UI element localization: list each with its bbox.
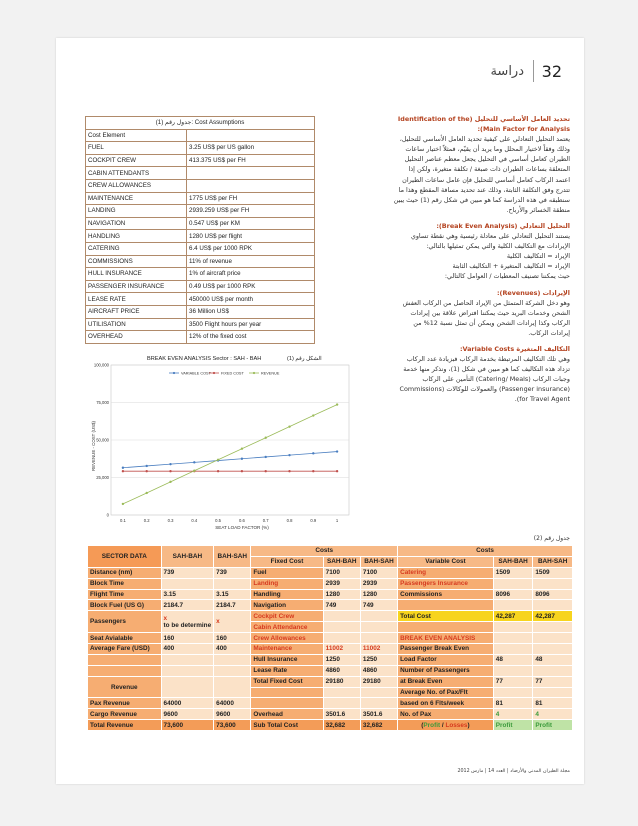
table-cell: 73,600 [161, 720, 214, 731]
data-point [217, 459, 219, 461]
table-row [88, 600, 573, 611]
cost-value-cell: 450000 US$ per month [187, 293, 315, 306]
data-point [265, 437, 267, 439]
pl-open-text: ( [421, 721, 424, 729]
table-cell: 9600 [161, 709, 214, 720]
table-cell: x [214, 611, 251, 633]
data-point [122, 470, 124, 472]
table-cell [251, 687, 323, 698]
table-cell: 739 [161, 567, 214, 578]
data-point [122, 467, 124, 469]
table-cell [360, 622, 397, 633]
table-cell [214, 665, 251, 676]
table-row [88, 633, 573, 644]
x-tick-label: 0.3 [167, 518, 174, 523]
cost-row [86, 217, 315, 230]
table-cell: 7100 [323, 567, 360, 578]
cost-row [86, 142, 315, 155]
table-cell: 81 [493, 698, 533, 709]
table-cell: Cockpit Crew [251, 611, 323, 622]
table-cell [360, 611, 397, 622]
table-cell: 4860 [360, 665, 397, 676]
profit-losses-label [398, 720, 494, 731]
table-cell: 1250 [323, 654, 360, 665]
table-cell: 42,287 [533, 611, 573, 622]
cost-element-cell: FUEL [86, 142, 187, 155]
table-row [88, 589, 573, 600]
data-point [336, 470, 338, 472]
table-cell [533, 578, 573, 589]
table-row [88, 720, 573, 731]
data-point [336, 403, 338, 405]
table-cell [533, 665, 573, 676]
y-tick-label: 25,000 [96, 475, 109, 481]
cost-value-cell: 413.375 US$ per FH [187, 154, 315, 167]
table-cell: Fuel [251, 567, 323, 578]
table-cell [88, 654, 162, 665]
data-point [288, 454, 290, 456]
header-bah-sah-2: BAH-SAH [360, 556, 397, 567]
table-cell [533, 687, 573, 698]
cost-value-cell: 1% of aircraft price [187, 268, 315, 281]
table-cell: BREAK EVEN ANALYSIS [398, 633, 494, 644]
table-cell [323, 633, 360, 644]
table-cell: Distance (nm) [88, 567, 162, 578]
header-bah-sah-1: BAH-SAH [214, 546, 251, 568]
chart-svg [87, 351, 352, 533]
cost-element-cell: CREW ALLOWANCES [86, 179, 187, 192]
table-cell: 48 [533, 654, 573, 665]
table-cell: Sub Total Cost [251, 720, 323, 731]
cost-row [86, 154, 315, 167]
table-row [88, 665, 573, 676]
table-cell: 42,287 [493, 611, 533, 622]
table-cell: 160 [214, 633, 251, 644]
table-cell: Seat Avialable [88, 633, 162, 644]
table-cell: Average Fare (USD) [88, 644, 162, 655]
table-cell: Profit [533, 720, 573, 731]
cost-value-cell: 2939.259 US$ per FH [187, 205, 315, 218]
table-cell [493, 665, 533, 676]
table-2-caption: جدول رقم (2) [533, 535, 570, 542]
cost-table-caption: جدول رقم (1): Cost Assumptions [86, 117, 315, 130]
data-point [146, 465, 148, 467]
cost-row [86, 242, 315, 255]
data-point [312, 470, 314, 472]
table-cell: 4 [533, 709, 573, 720]
arabic-text-column [392, 114, 570, 405]
cost-element-cell: LEASE RATE [86, 293, 187, 306]
table-cell: 1280 [360, 589, 397, 600]
header-bah-sah-3: BAH-SAH [533, 556, 573, 567]
table-cell: 3.15 [161, 589, 214, 600]
x-tick-label: 0.5 [215, 518, 222, 523]
heading-revenues: الإيرادات (Revenues): [496, 288, 570, 297]
table-cell [533, 600, 573, 611]
table-cell [323, 687, 360, 698]
table-cell: 32,682 [323, 720, 360, 731]
cost-row [86, 205, 315, 218]
break-even-chart [87, 351, 352, 533]
table-cell: Cargo Revenue [88, 709, 162, 720]
cost-element-cell: COMMISSIONS [86, 255, 187, 268]
table-cell [323, 611, 360, 622]
cost-element-cell: HANDLING [86, 230, 187, 243]
cost-element-cell: Cost Element [86, 129, 187, 142]
cost-value-cell: 11% of revenue [187, 255, 315, 268]
table-cell: 4 [493, 709, 533, 720]
table-cell: 81 [533, 698, 573, 709]
table-cell [214, 578, 251, 589]
table-cell: Passengers [88, 611, 162, 633]
table-cell: Cabin Attendance [251, 622, 323, 633]
data-point [312, 452, 314, 454]
table-cell: Passengers Insurance [398, 578, 494, 589]
table-cell: Navigation [251, 600, 323, 611]
table-cell: 160 [161, 633, 214, 644]
table-row [88, 654, 573, 665]
table-cell: 2939 [360, 578, 397, 589]
table-cell: 48 [493, 654, 533, 665]
table-cell: 400 [161, 644, 214, 655]
header-costs-variable: Costs [398, 546, 573, 557]
data-point [193, 470, 195, 472]
table-row [88, 698, 573, 709]
header-fixed-cost: Fixed Cost [251, 556, 323, 567]
data-point [241, 470, 243, 472]
cost-row [86, 255, 315, 268]
cost-element-cell: LANDING [86, 205, 187, 218]
table-cell: 749 [323, 600, 360, 611]
table-cell: 8096 [533, 589, 573, 600]
paragraph-variable-costs: وهي تلك التكاليف المرتبطة بخدمة الركاب فبزيادة عدد الركاب تزداد هذه التكاليف كما هو مبين في شكل (1)، ونذكر منها خدمة وجبات الركاب (Catering/ Meals) التأمين على الركاب (Passenger insurance) والعمولات للوكالات (Commissions for Travel Agent). [399, 355, 570, 404]
cost-value-cell: 12% of the fixed cost [187, 331, 315, 344]
losses-word-text: Losses [445, 721, 468, 729]
cost-row [86, 318, 315, 331]
x-axis-label: SEAT LOAD FACTOR (%) [215, 525, 269, 530]
data-point [241, 448, 243, 450]
cost-row [86, 293, 315, 306]
table-cell: 2184.7 [161, 600, 214, 611]
table-cell: 400 [214, 644, 251, 655]
legend-label: FIXED COST [221, 371, 244, 376]
table-cell: 32,682 [360, 720, 397, 731]
page-number: 32 [541, 62, 562, 81]
table-cell [398, 622, 494, 633]
section-title: دراسة [490, 64, 524, 79]
data-point [288, 425, 290, 427]
equation-1: الإيراد = التكاليف الكلية [506, 252, 570, 261]
header-sah-bah-2: SAH-BAH [323, 556, 360, 567]
paragraph-break-even: يستند التحليل التعادلي على معادلة رئيسية وهي نقطة تساوي الإيرادات مع التكاليف الكلية والتي يمكن تمثيلها بالتالي: [410, 232, 570, 251]
table-cell [533, 644, 573, 655]
table-cell [360, 698, 397, 709]
table-cell: 29180 [360, 676, 397, 687]
cost-element-cell: OVERHEAD [86, 331, 187, 344]
data-point [265, 470, 267, 472]
cost-row [86, 230, 315, 243]
cost-element-cell: CABIN ATTENDANTS [86, 167, 187, 180]
table-cell [533, 622, 573, 633]
cost-value-cell: 36 Million US$ [187, 305, 315, 318]
x-tick-label: 0.7 [262, 518, 269, 523]
cost-value-cell: 1775 US$ per FH [187, 192, 315, 205]
data-point [146, 492, 148, 494]
table-cell: 2939 [323, 578, 360, 589]
table-cell: Lease Rate [251, 665, 323, 676]
cost-element-cell: UTILISATION [86, 318, 187, 331]
table-cell: Total Fixed Cost [251, 676, 323, 687]
table-cell: 1509 [493, 567, 533, 578]
table-cell: 77 [533, 676, 573, 687]
table-cell: Number of Passengers [398, 665, 494, 676]
cost-row [86, 268, 315, 281]
cost-row [86, 179, 315, 192]
cost-value-cell: 3500 Flight hours per year [187, 318, 315, 331]
header-divider [533, 60, 534, 82]
table-cell: 29180 [323, 676, 360, 687]
table-cell: Commissions [398, 589, 494, 600]
table-header-row-1 [88, 546, 573, 557]
cost-row [86, 280, 315, 293]
table-cell [88, 665, 162, 676]
cost-row [86, 305, 315, 318]
cost-element-cell: COCKPIT CREW [86, 154, 187, 167]
table-row [88, 611, 573, 622]
table-cell [493, 644, 533, 655]
table-cell: Block Fuel (US G) [88, 600, 162, 611]
cost-element-cell: MAINTENANCE [86, 192, 187, 205]
table-cell: Passenger Break Even [398, 644, 494, 655]
y-tick-label: 50,000 [96, 437, 109, 443]
table-cell [161, 578, 214, 589]
table-cell [493, 600, 533, 611]
legend-marker [213, 372, 215, 374]
table-cell: at Break Even [398, 676, 494, 687]
table-cell: based on 6 Flts/week [398, 698, 494, 709]
table-cell [251, 698, 323, 709]
table-cell: 739 [214, 567, 251, 578]
data-point [169, 481, 171, 483]
table-cell: 2184.7 [214, 600, 251, 611]
cost-value-cell [187, 129, 315, 142]
cost-element-cell: NAVIGATION [86, 217, 187, 230]
cost-value-cell: 6.4 US$ per 1000 RPK [187, 242, 315, 255]
table-cell [360, 687, 397, 698]
data-point [312, 414, 314, 416]
table-cell: 1280 [323, 589, 360, 600]
cost-row [86, 167, 315, 180]
header-variable-cost: Variable Cost [398, 556, 494, 567]
cost-element-cell: PASSENGER INSURANCE [86, 280, 187, 293]
header-costs-fixed: Costs [251, 546, 398, 557]
x-tick-label: 0.8 [286, 518, 293, 523]
equation-2: الإيراد = التكاليف المتغيرة + التكاليف الثابتة [452, 262, 570, 271]
cost-assumptions-table [85, 116, 315, 344]
page-header [56, 38, 584, 96]
table-cell: Hull Insurance [251, 654, 323, 665]
y-axis-label: REVENUE - COST (US$) [91, 421, 96, 471]
table-cell [323, 698, 360, 709]
table-cell: 749 [360, 600, 397, 611]
table-cell: 8096 [493, 589, 533, 600]
table-cell: 64000 [161, 698, 214, 709]
chart-caption: الشكل رقم (1) [287, 356, 322, 362]
document-page [56, 38, 584, 784]
header-sector-data: SECTOR DATA [88, 546, 162, 568]
table-cell: Landing [251, 578, 323, 589]
table-cell: 7100 [360, 567, 397, 578]
cost-row [86, 129, 315, 142]
x-tick-label: 0.1 [119, 518, 126, 523]
cost-row [86, 331, 315, 344]
table-cell: 4860 [323, 665, 360, 676]
table-cell: Total Revenue [88, 720, 162, 731]
paragraph-identification: يعتمد التحليل التعادلي على كيفية تحديد العامل الأساسي للتحليل، وذلك وفقاً لاختيار المحلل وما يريد أن يقيّم، فمثلاً اختيار ساعات الطيران كعامل أساسي في التحليل يجعل معظم عناصر التحليل المتعلقة بساعات الطيران ذات صبغة / تكلفة متغيرة، ولكن إذا اعتمد الركاب كعامل أساسي للتحليل فإن عامل ساعات الطيران تتدرج وفق التكلفة الثابتة، وذلك عند تحديد مسافة المقطع وهذا ما سنطبقه في هذه الدراسة كما هو مبين في شكل رقم (1) حيث يبين منطقة الخسائر والأرباح. [393, 135, 570, 214]
heading-variable-costs: التكاليف المتغيرة Variable Costs: [459, 344, 570, 353]
table-cell [214, 654, 251, 665]
cost-row [86, 192, 315, 205]
table-cell: Maintenance [251, 644, 323, 655]
legend-marker [253, 372, 255, 374]
table-row [88, 567, 573, 578]
y-tick-label: 0 [106, 512, 109, 518]
table-cell: 1509 [533, 567, 573, 578]
table-cell: Average No. of Pax/Flt [398, 687, 494, 698]
table-cell: 3501.6 [323, 709, 360, 720]
pl-close-text: ) [467, 721, 470, 729]
data-point [169, 470, 171, 472]
cost-value-cell: 1280 US$ per flight [187, 230, 315, 243]
table-cell [161, 654, 214, 665]
legend-label: REVENUE [261, 371, 280, 376]
data-point [146, 470, 148, 472]
y-tick-label: 100,000 [93, 362, 109, 368]
legend-label: VARIABLE COST [181, 371, 211, 376]
table-cell: 64000 [214, 698, 251, 709]
x-tick-label: 0.9 [310, 518, 317, 523]
table-cell: No. of Pax [398, 709, 494, 720]
table-cell: Profit [493, 720, 533, 731]
legend-marker [173, 372, 175, 374]
paragraph-revenues: وهو دخل الشركة المتمثل من الإيراد الحاصل من الركاب العفش الشحن وخدمات البريد حيث يمكننا افتراض علاقة بين إيرادات الركاب وكذا إيرادات الشحن ويمكن أن تمثل نسبة 12% من إيرادات الركاب. [402, 298, 570, 337]
y-tick-label: 75,000 [96, 400, 109, 406]
table-cell [493, 633, 533, 644]
data-point [169, 463, 171, 465]
x-tick-label: 0.2 [143, 518, 150, 523]
profit-word-text: Profit [423, 721, 441, 729]
table-cell: 11002 [360, 644, 397, 655]
header-sah-bah-1: SAH-BAH [161, 546, 214, 568]
x-tick-label: 0.6 [238, 518, 245, 523]
table-cell: Handling [251, 589, 323, 600]
table-cell [214, 676, 251, 698]
table-row [88, 709, 573, 720]
data-point [193, 461, 195, 463]
table-cell: 1250 [360, 654, 397, 665]
table-cell: 3501.6 [360, 709, 397, 720]
passengers-value: x [163, 614, 168, 622]
table-cell: Overhead [251, 709, 323, 720]
table-cell: Total Cost [398, 611, 494, 622]
table-cell: Flight Time [88, 589, 162, 600]
table-cell: 73,600 [214, 720, 251, 731]
data-point [336, 450, 338, 452]
table-cell: 3.15 [214, 589, 251, 600]
table-cell [323, 622, 360, 633]
paragraph-classification: حيث يمكننا تصنيف المعطيات / العوامل كالتالي: [444, 272, 570, 281]
cost-value-cell: 0.547 US$ per KM [187, 217, 315, 230]
sector-data-table [87, 545, 573, 731]
heading-break-even: التحليل التعادلي (Break Even Analysis): [436, 221, 570, 230]
table-cell [161, 676, 214, 698]
cost-value-cell [187, 179, 315, 192]
table-cell [161, 611, 214, 633]
table-cell: Catering [398, 567, 494, 578]
table-cell: Revenue [88, 676, 162, 698]
table-cell [360, 633, 397, 644]
cost-element-cell: CATERING [86, 242, 187, 255]
cost-value-cell: 3.25 US$ per US gallon [187, 142, 315, 155]
table-cell: Crew Allowances [251, 633, 323, 644]
table-cell [161, 665, 214, 676]
table-cell [533, 633, 573, 644]
table-cell: 9600 [214, 709, 251, 720]
cost-value-cell: 0.49 US$ per 1000 RPK [187, 280, 315, 293]
table-cell [398, 600, 494, 611]
table-cell: 77 [493, 676, 533, 687]
cost-element-cell: HULL INSURANCE [86, 268, 187, 281]
header-sah-bah-3: SAH-BAH [493, 556, 533, 567]
heading-identification: تحديد العامل الأساسي للتحليل (Identification of the Main Factor for Analysis): [397, 115, 570, 134]
table-cell [493, 687, 533, 698]
table-cell [493, 578, 533, 589]
data-point [122, 503, 124, 505]
page-footer: مجلة الطيران المدني والأرصاد | العدد 14 | مارس 2012 [457, 769, 570, 774]
table-cell: 11002 [323, 644, 360, 655]
table-row [88, 644, 573, 655]
table-cell: Pax Revenue [88, 698, 162, 709]
pl-sep-text: / [440, 721, 446, 729]
table-cell: Load Factor [398, 654, 494, 665]
table-row [88, 578, 573, 589]
data-point [288, 470, 290, 472]
chart-title: BREAK EVEN ANALYSIS Sector : SAH - BAH [147, 356, 262, 362]
table-row [88, 676, 573, 687]
data-point [265, 456, 267, 458]
cost-element-cell: AIRCRAFT PRICE [86, 305, 187, 318]
table-cell: Block Time [88, 578, 162, 589]
x-tick-label: 0.4 [191, 518, 198, 523]
x-tick-label: 1 [335, 518, 339, 523]
data-point [241, 458, 243, 460]
cost-value-cell [187, 167, 315, 180]
table-cell [493, 622, 533, 633]
data-point [217, 470, 219, 472]
passengers-note: to be determine [163, 621, 212, 629]
